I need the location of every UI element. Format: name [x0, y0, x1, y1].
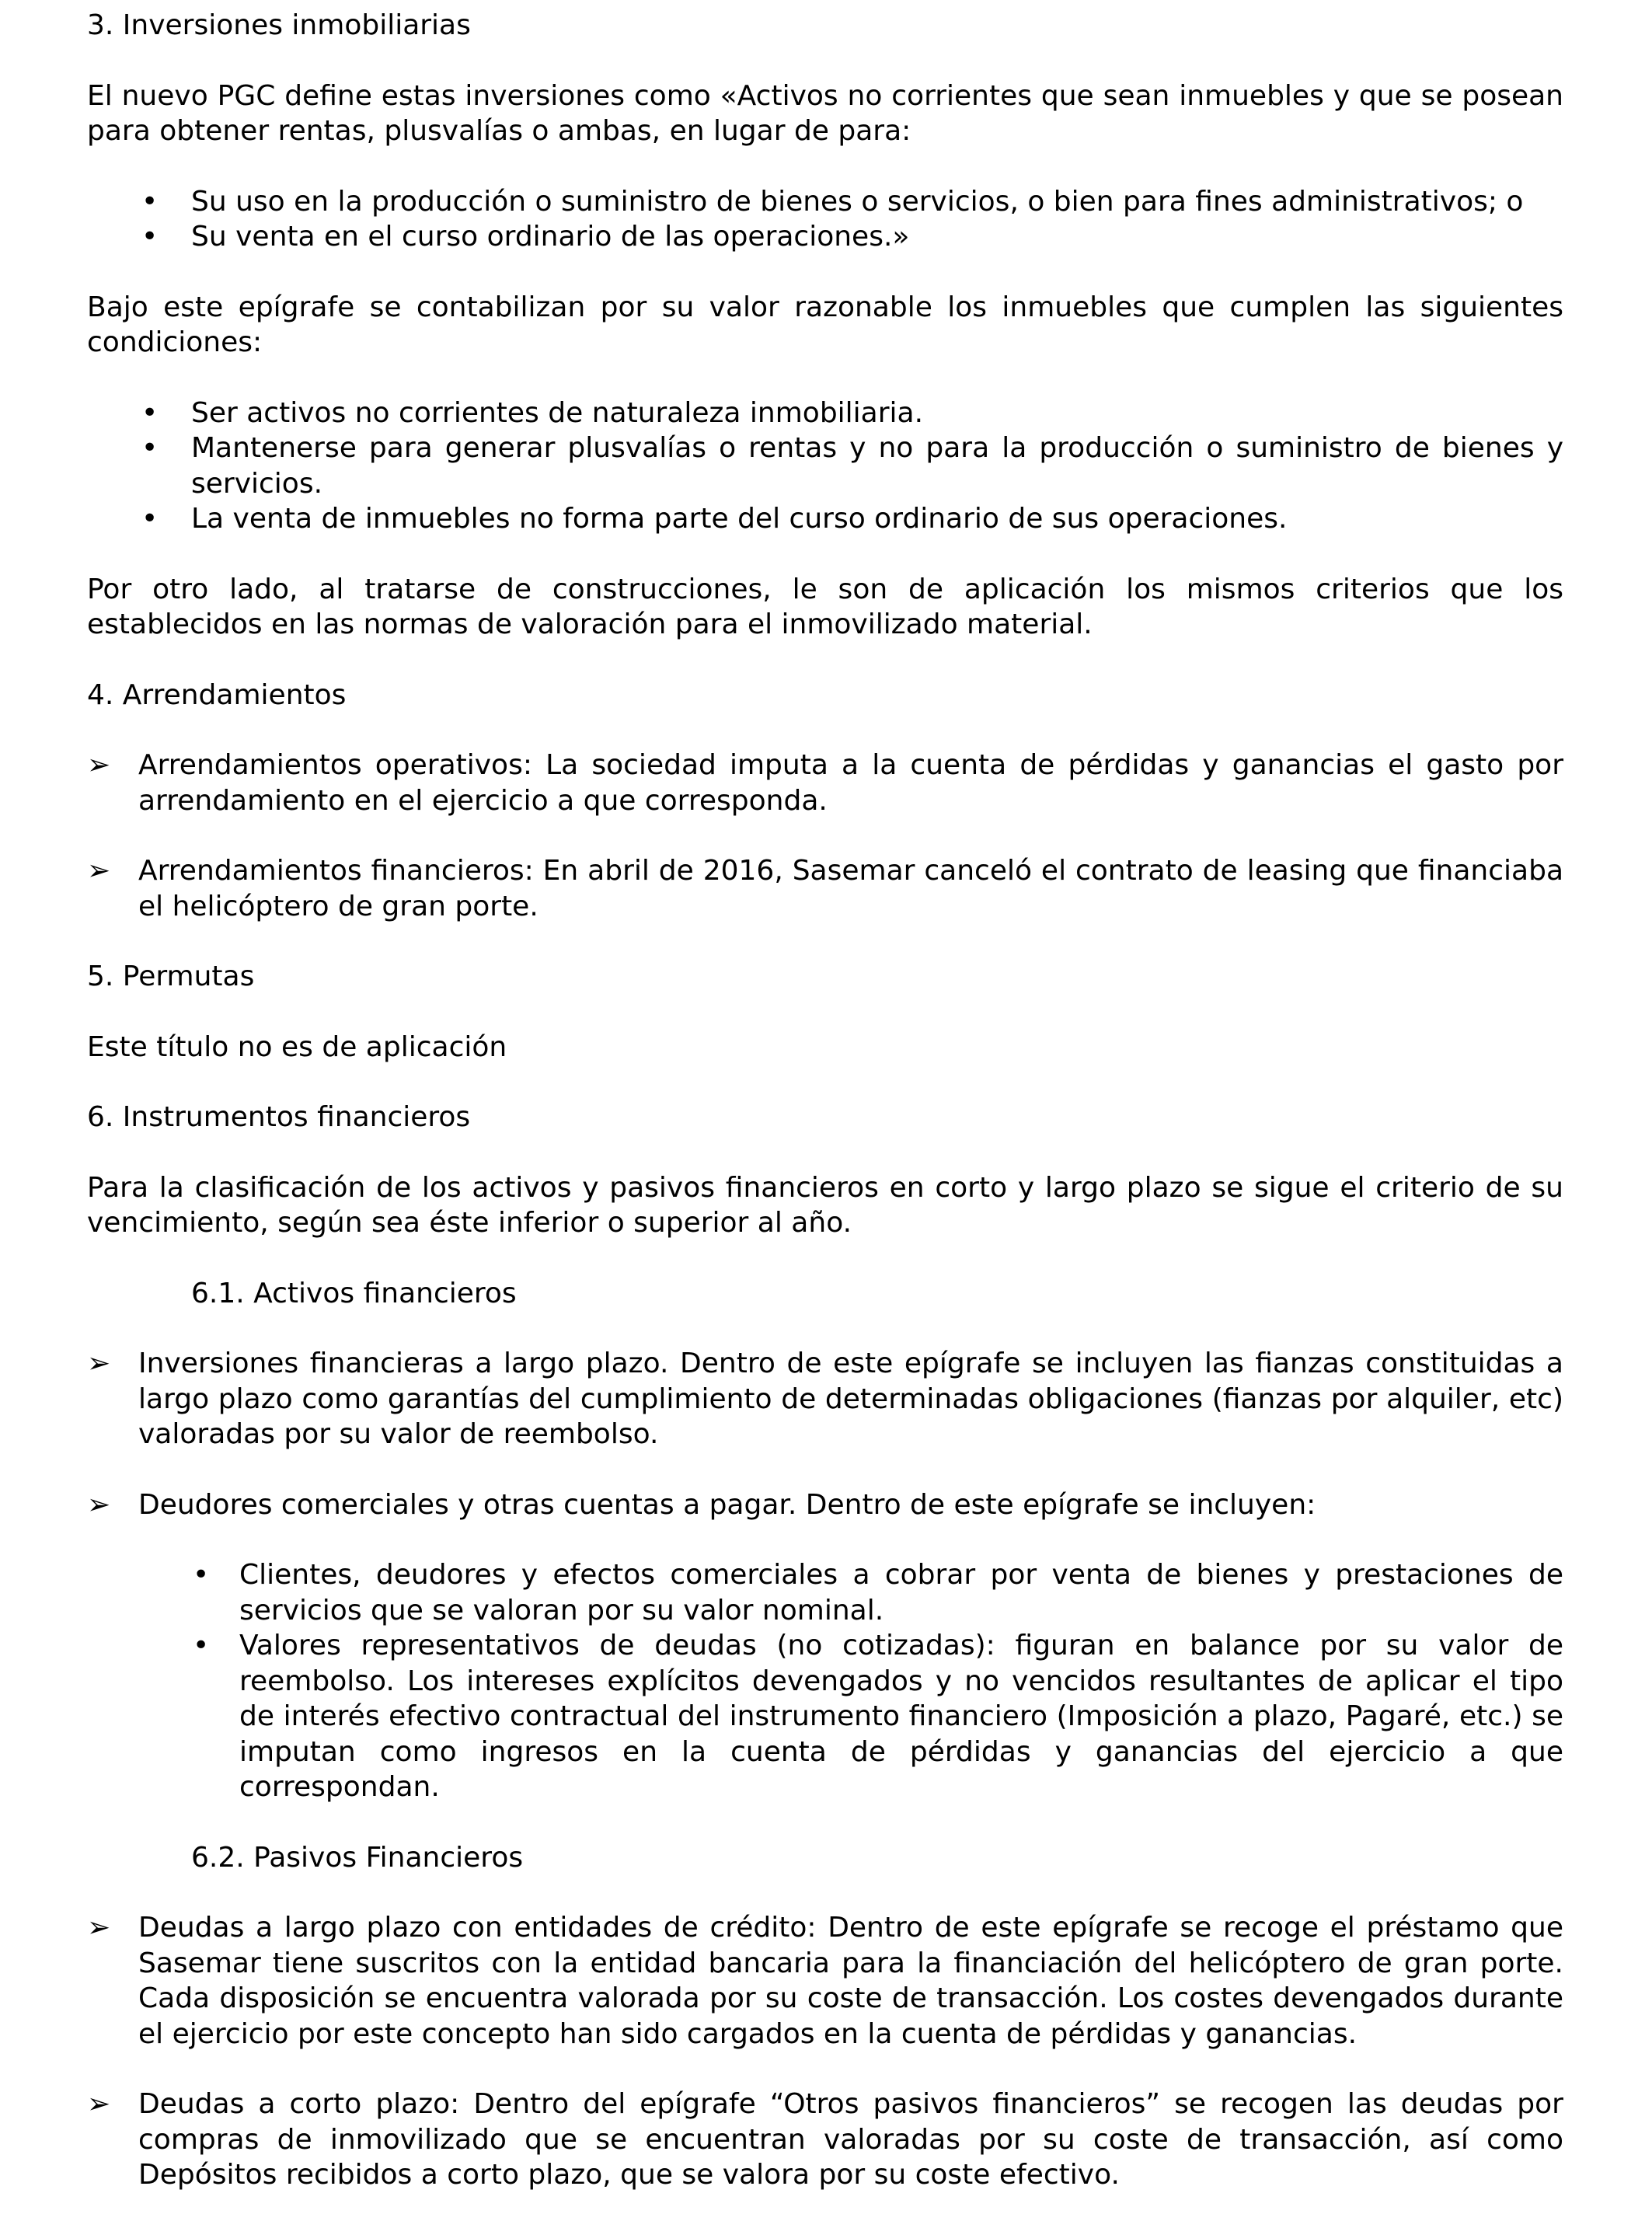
- section-6-1-item-deudores: ➢ Deudores comerciales y otras cuentas a pagar. Dentro de este epígrafe se incluyen:: [87, 1487, 1563, 1523]
- section-3-condition-intro: Bajo este epígrafe se contabilizan por su valor razonable los inmuebles que cumplen las siguientes condiciones:: [87, 291, 1563, 358]
- section-6-2-heading: 6.2. Pasivos Financieros: [191, 1841, 524, 1874]
- list-item: • Ser activos no corrientes de naturaleza inmobiliaria.: [87, 396, 1563, 431]
- list-item: • Clientes, deudores y efectos comerciales a cobrar por venta de bienes y prestaciones de servicios que se valoran por su valor nominal.: [193, 1559, 1563, 1627]
- list-item: • La venta de inmuebles no forma parte del curso ordinario de sus operaciones.: [87, 501, 1563, 537]
- section-5-text: Este título no es de aplicación: [87, 1030, 507, 1063]
- section-6-2-item-corto-plazo: ➢ Deudas a corto plazo: Dentro del epígrafe “Otros pasivos financieros” se recogen las deudas por compras de inmovilizado que se encuentran valoradas por su coste de transacción, así como Depósitos recibidos a corto plazo, que se valora por su coste efectivo.: [87, 2088, 1563, 2191]
- arrow-bullet-icon: ➢: [87, 749, 111, 781]
- arrow-bullet-icon: ➢: [87, 1348, 111, 1379]
- section-6-2-item-largo-plazo: ➢ Deudas a largo plazo con entidades de crédito: Dentro de este epígrafe se recoge el préstamo que Sasemar tiene suscritos con la entidad bancaria para la financiación del helicóptero de gran porte. Cada disposición se encuentra valorada por su coste de transacción. Los costes devengados durante el ejercicio por este concepto han sido cargados en la cuenta de pérdidas y ganancias.: [87, 1912, 1563, 2050]
- bullet-icon: •: [141, 185, 159, 218]
- section-4-item-operativos: ➢ Arrendamientos operativos: La sociedad imputa a la cuenta de pérdidas y ganancias el gasto por arrendamiento en el ejercicio a que corresponda.: [87, 749, 1563, 817]
- section-4-heading: 4. Arrendamientos: [87, 678, 347, 711]
- list-item: • Valores representativos de deudas (no cotizadas): figuran en balance por su valor de reembolso. Los intereses explícitos devengados y no vencidos resultantes de aplicar el tipo de interés efectivo contractual del instrumento financiero (Imposición a plazo, Pagaré, etc.) se imputan como ingresos en la cuenta de pérdidas y ganancias del ejercicio a que correspondan.: [193, 1630, 1563, 1803]
- section-6-heading: 6. Instrumentos financieros: [87, 1101, 471, 1133]
- bullet-icon: •: [141, 396, 159, 429]
- list-item: • Mantenerse para generar plusvalías o rentas y no para la producción o suministro de bienes y servicios.: [141, 432, 1563, 500]
- section-3-closing: Por otro lado, al tratarse de construcciones, le son de aplicación los mismos criterios que los establecidos en las normas de valoración para el inmovilizado material.: [87, 573, 1563, 640]
- section-6-1-heading: 6.1. Activos financieros: [191, 1277, 517, 1309]
- bullet-icon: •: [193, 1559, 210, 1591]
- arrow-bullet-icon: ➢: [87, 855, 111, 887]
- section-4-item-financieros: ➢ Arrendamientos financieros: En abril de 2016, Sasemar canceló el contrato de leasing que financiaba el helicóptero de gran porte.: [87, 855, 1563, 922]
- section-6-1-item-inversiones: ➢ Inversiones financieras a largo plazo. Dentro de este epígrafe se incluyen las fianzas constituidas a largo plazo como garantías del cumplimiento de determinadas obligaciones (fianzas por alquiler, etc) valoradas por su valor de reembolso.: [87, 1348, 1563, 1450]
- bullet-icon: •: [141, 432, 159, 464]
- bullet-icon: •: [141, 503, 159, 535]
- section-6-1-nested-list: [87, 1557, 1563, 1805]
- bullet-icon: •: [141, 221, 159, 253]
- section-6-intro: Para la clasificación de los activos y pasivos financieros en corto y largo plazo se sigue el criterio de su vencimiento, según sea éste inferior o superior al año.: [87, 1171, 1563, 1239]
- section-3-heading: 3. Inversiones inmobiliarias: [87, 9, 471, 41]
- arrow-bullet-icon: ➢: [87, 1912, 111, 1944]
- section-3-bullet-list-1: [87, 184, 1563, 255]
- arrow-bullet-icon: ➢: [87, 2088, 111, 2120]
- section-3-bullet-list-2: [87, 396, 1563, 537]
- list-item: • Su uso en la producción o suministro de bienes o servicios, o bien para fines administrativos; o: [87, 184, 1563, 220]
- section-3-intro: El nuevo PGC define estas inversiones como «Activos no corrientes que sean inmuebles y que se posean para obtener rentas, plusvalías o ambas, en lugar de para:: [87, 79, 1563, 147]
- section-5-heading: 5. Permutas: [87, 961, 255, 992]
- document-page: [87, 8, 1563, 2228]
- bullet-icon: •: [193, 1630, 210, 1661]
- arrow-bullet-icon: ➢: [87, 1488, 111, 1521]
- list-item: • Su venta en el curso ordinario de las operaciones.»: [87, 219, 1563, 255]
